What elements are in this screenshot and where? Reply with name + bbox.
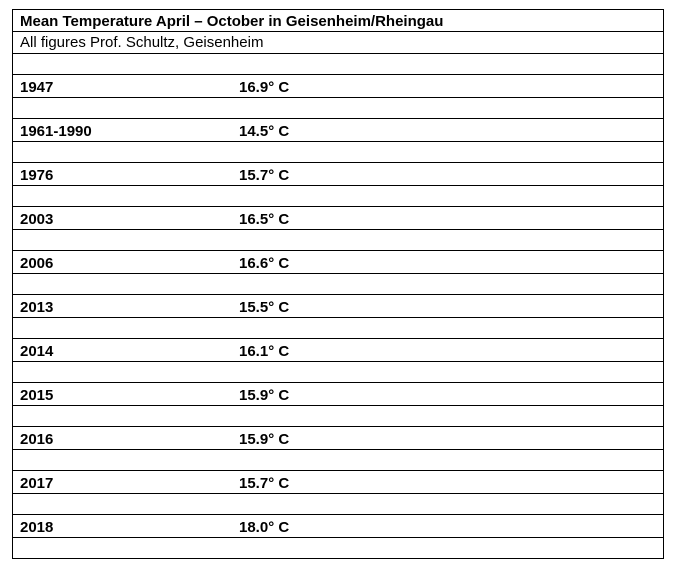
temperature-cell: 15.9° C (239, 387, 290, 404)
temperature-cell: 15.7° C (239, 167, 290, 184)
spacer-row (13, 274, 663, 295)
spacer-row (13, 98, 663, 119)
table-row (13, 295, 663, 318)
table-row (13, 427, 663, 450)
temperature-cell: 15.5° C (239, 299, 290, 316)
temperature-cell: 16.5° C (239, 211, 290, 228)
temperature-cell: 18.0° C (239, 519, 290, 536)
year-cell: 2006 (20, 255, 54, 272)
spacer-row (13, 494, 663, 515)
spacer-row (13, 186, 663, 207)
table-subtitle-row (13, 32, 663, 54)
spacer-row (13, 142, 663, 163)
year-cell: 2015 (20, 387, 54, 404)
table-row (13, 207, 663, 230)
year-cell: 2003 (20, 211, 54, 228)
table-title-row (13, 10, 663, 32)
table-row (13, 339, 663, 362)
table-row (13, 383, 663, 406)
table-row (13, 75, 663, 98)
spacer-row (13, 450, 663, 471)
spacer-row (13, 362, 663, 383)
spacer-row (13, 538, 663, 559)
spacer-row (13, 54, 663, 75)
spacer-row (13, 406, 663, 427)
year-cell: 2016 (20, 431, 54, 448)
year-cell: 2018 (20, 519, 54, 536)
table-row (13, 163, 663, 186)
table-row (13, 471, 663, 494)
table-row (13, 515, 663, 538)
year-cell: 2017 (20, 475, 54, 492)
table-row (13, 119, 663, 142)
table-subtitle: All figures Prof. Schultz, Geisenheim (20, 34, 264, 51)
year-cell: 2014 (20, 343, 54, 360)
temperature-cell: 15.7° C (239, 475, 290, 492)
temperature-cell: 16.9° C (239, 79, 290, 96)
table-row (13, 251, 663, 274)
temperature-cell: 15.9° C (239, 431, 290, 448)
year-cell: 1961-1990 (20, 123, 92, 140)
temperature-cell: 14.5° C (239, 123, 290, 140)
year-cell: 2013 (20, 299, 54, 316)
year-cell: 1976 (20, 167, 54, 184)
temperature-cell: 16.6° C (239, 255, 290, 272)
temperature-cell: 16.1° C (239, 343, 290, 360)
year-cell: 1947 (20, 79, 54, 96)
spacer-row (13, 230, 663, 251)
temperature-table (12, 9, 664, 559)
spacer-row (13, 318, 663, 339)
table-title: Mean Temperature April – October in Geisenheim/Rheingau (20, 13, 444, 30)
